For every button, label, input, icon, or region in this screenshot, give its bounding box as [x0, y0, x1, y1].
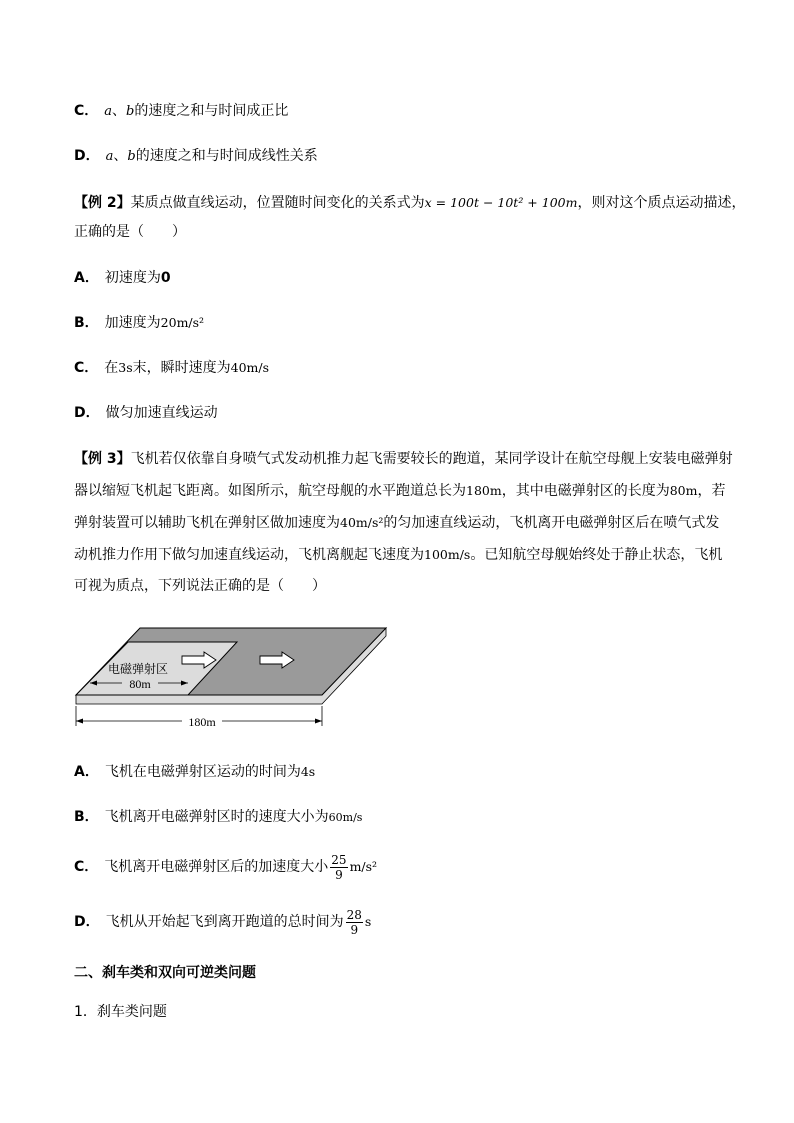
option-text: 飞机离开电磁弹射区后的加速度大小: [104, 859, 329, 875]
carrier-runway-figure: [70, 622, 390, 734]
option-label: B．: [74, 809, 99, 825]
example-3-stem-line4: [74, 545, 722, 565]
option-text: 初速度为: [104, 270, 161, 286]
zone-length-label: 80m: [129, 677, 151, 691]
ex2-option-c: [74, 358, 269, 378]
option-label: D．: [74, 405, 100, 421]
stem-text: 的匀加速直线运动，飞机离开电磁弹射区后在喷气式发: [383, 515, 720, 531]
ex3-option-c: [74, 849, 377, 885]
option-unit: m/s²: [349, 859, 378, 874]
ex2-option-d: [74, 403, 218, 423]
ex2-option-b: [74, 313, 204, 333]
var-a: a: [104, 104, 113, 119]
stem-text: 飞机若仅依靠自身喷气式发动机推力起飞需要较长的跑道，某同学设计在航空母舰上安装电磁弹射: [130, 451, 733, 467]
stem-text: 。已知航空母舰始终处于静止状态，飞机: [470, 547, 723, 563]
example-tag: 【例 2】: [74, 195, 131, 211]
example-tag: 【例 3】: [74, 451, 131, 467]
example-2-stem-line2: 正确的是（ ）: [74, 224, 186, 240]
separator: 、: [113, 148, 128, 164]
runway-length: 180m: [466, 483, 502, 498]
stem-text: 动机推力作用下做匀加速直线运动，飞机离舰起飞速度为: [74, 547, 424, 563]
option-text: 的速度之和与时间成线性关系: [135, 148, 318, 164]
total-length-label: 180m: [188, 715, 216, 729]
example-3-stem-line1: [74, 449, 733, 469]
option-value: 4s: [300, 764, 316, 779]
takeoff-speed: 100m/s: [424, 547, 471, 562]
stem-text: ，其中电磁弹射区的长度为: [501, 483, 670, 499]
option-text: 做匀加速直线运动: [105, 405, 218, 421]
stem-text: 某质点做直线运动，位置随时间变化的关系式为: [130, 195, 425, 211]
option-value: 60m/s: [328, 811, 363, 824]
option-label: A．: [74, 764, 99, 780]
option-d-prev: [74, 146, 318, 167]
stem-text: 弹射装置可以辅助飞机在弹射区做加速度为: [74, 515, 340, 531]
ex3-option-d: [74, 904, 371, 940]
ex2-option-a: [74, 268, 171, 288]
fraction: [330, 853, 347, 882]
option-text: 飞机在电磁弹射区运动的时间为: [104, 764, 301, 780]
option-text: 加速度为: [104, 315, 161, 331]
fraction-denominator: 9: [350, 922, 359, 937]
option-value: 40m/s: [230, 360, 270, 375]
zone-label: 电磁弹射区: [108, 662, 169, 676]
fraction-numerator: 28: [346, 907, 362, 922]
example-3-stem-line5: 可视为质点，下列说法正确的是（ ）: [74, 578, 326, 594]
section-heading: 二、刹车类和双向可逆类问题: [74, 965, 256, 981]
option-label: C．: [74, 859, 99, 875]
option-text: 在: [104, 360, 119, 376]
var-b: b: [127, 149, 136, 164]
subsection-heading: 1．刹车类问题: [74, 1004, 167, 1020]
ex3-option-b: [74, 807, 362, 828]
fraction-numerator: 25: [331, 852, 347, 867]
option-label: B．: [74, 315, 99, 331]
stem-text: 器以缩短飞机起飞距离。如图所示，航空母舰的水平跑道总长为: [74, 483, 466, 499]
option-label: D．: [74, 914, 100, 930]
option-text: 末，瞬时速度为: [132, 360, 231, 376]
separator: 、: [112, 103, 127, 119]
option-c-prev: [74, 101, 288, 122]
option-label: A．: [74, 270, 99, 286]
stem-text: ，若: [697, 483, 726, 499]
option-text: 飞机从开始起飞到离开跑道的总时间为: [105, 914, 344, 930]
option-label: C．: [74, 360, 99, 376]
option-label: C．: [74, 103, 99, 119]
ex3-option-a: [74, 762, 315, 782]
position-formula: x = 100t − 10t² + 100m: [424, 195, 578, 210]
fraction: [346, 908, 363, 937]
option-unit: s: [364, 914, 372, 929]
zone-length: 80m: [669, 483, 698, 498]
example-2-stem-line1: [74, 193, 745, 213]
fraction-denominator: 9: [335, 867, 343, 882]
option-text: 飞机离开电磁弹射区时的速度大小为: [104, 809, 329, 825]
option-value: 0: [160, 270, 171, 286]
acceleration-value: 40m/s²: [340, 515, 384, 530]
var-b: b: [126, 104, 135, 119]
option-label: D．: [74, 148, 100, 164]
option-value: 20m/s²: [160, 315, 205, 330]
example-3-stem-line2: [74, 481, 725, 501]
option-time: 3s: [118, 360, 133, 375]
stem-text: ，则对这个质点运动描述，: [577, 195, 746, 211]
option-text: 的速度之和与时间成正比: [134, 103, 289, 119]
var-a: a: [105, 149, 114, 164]
example-3-stem-line3: [74, 513, 719, 533]
